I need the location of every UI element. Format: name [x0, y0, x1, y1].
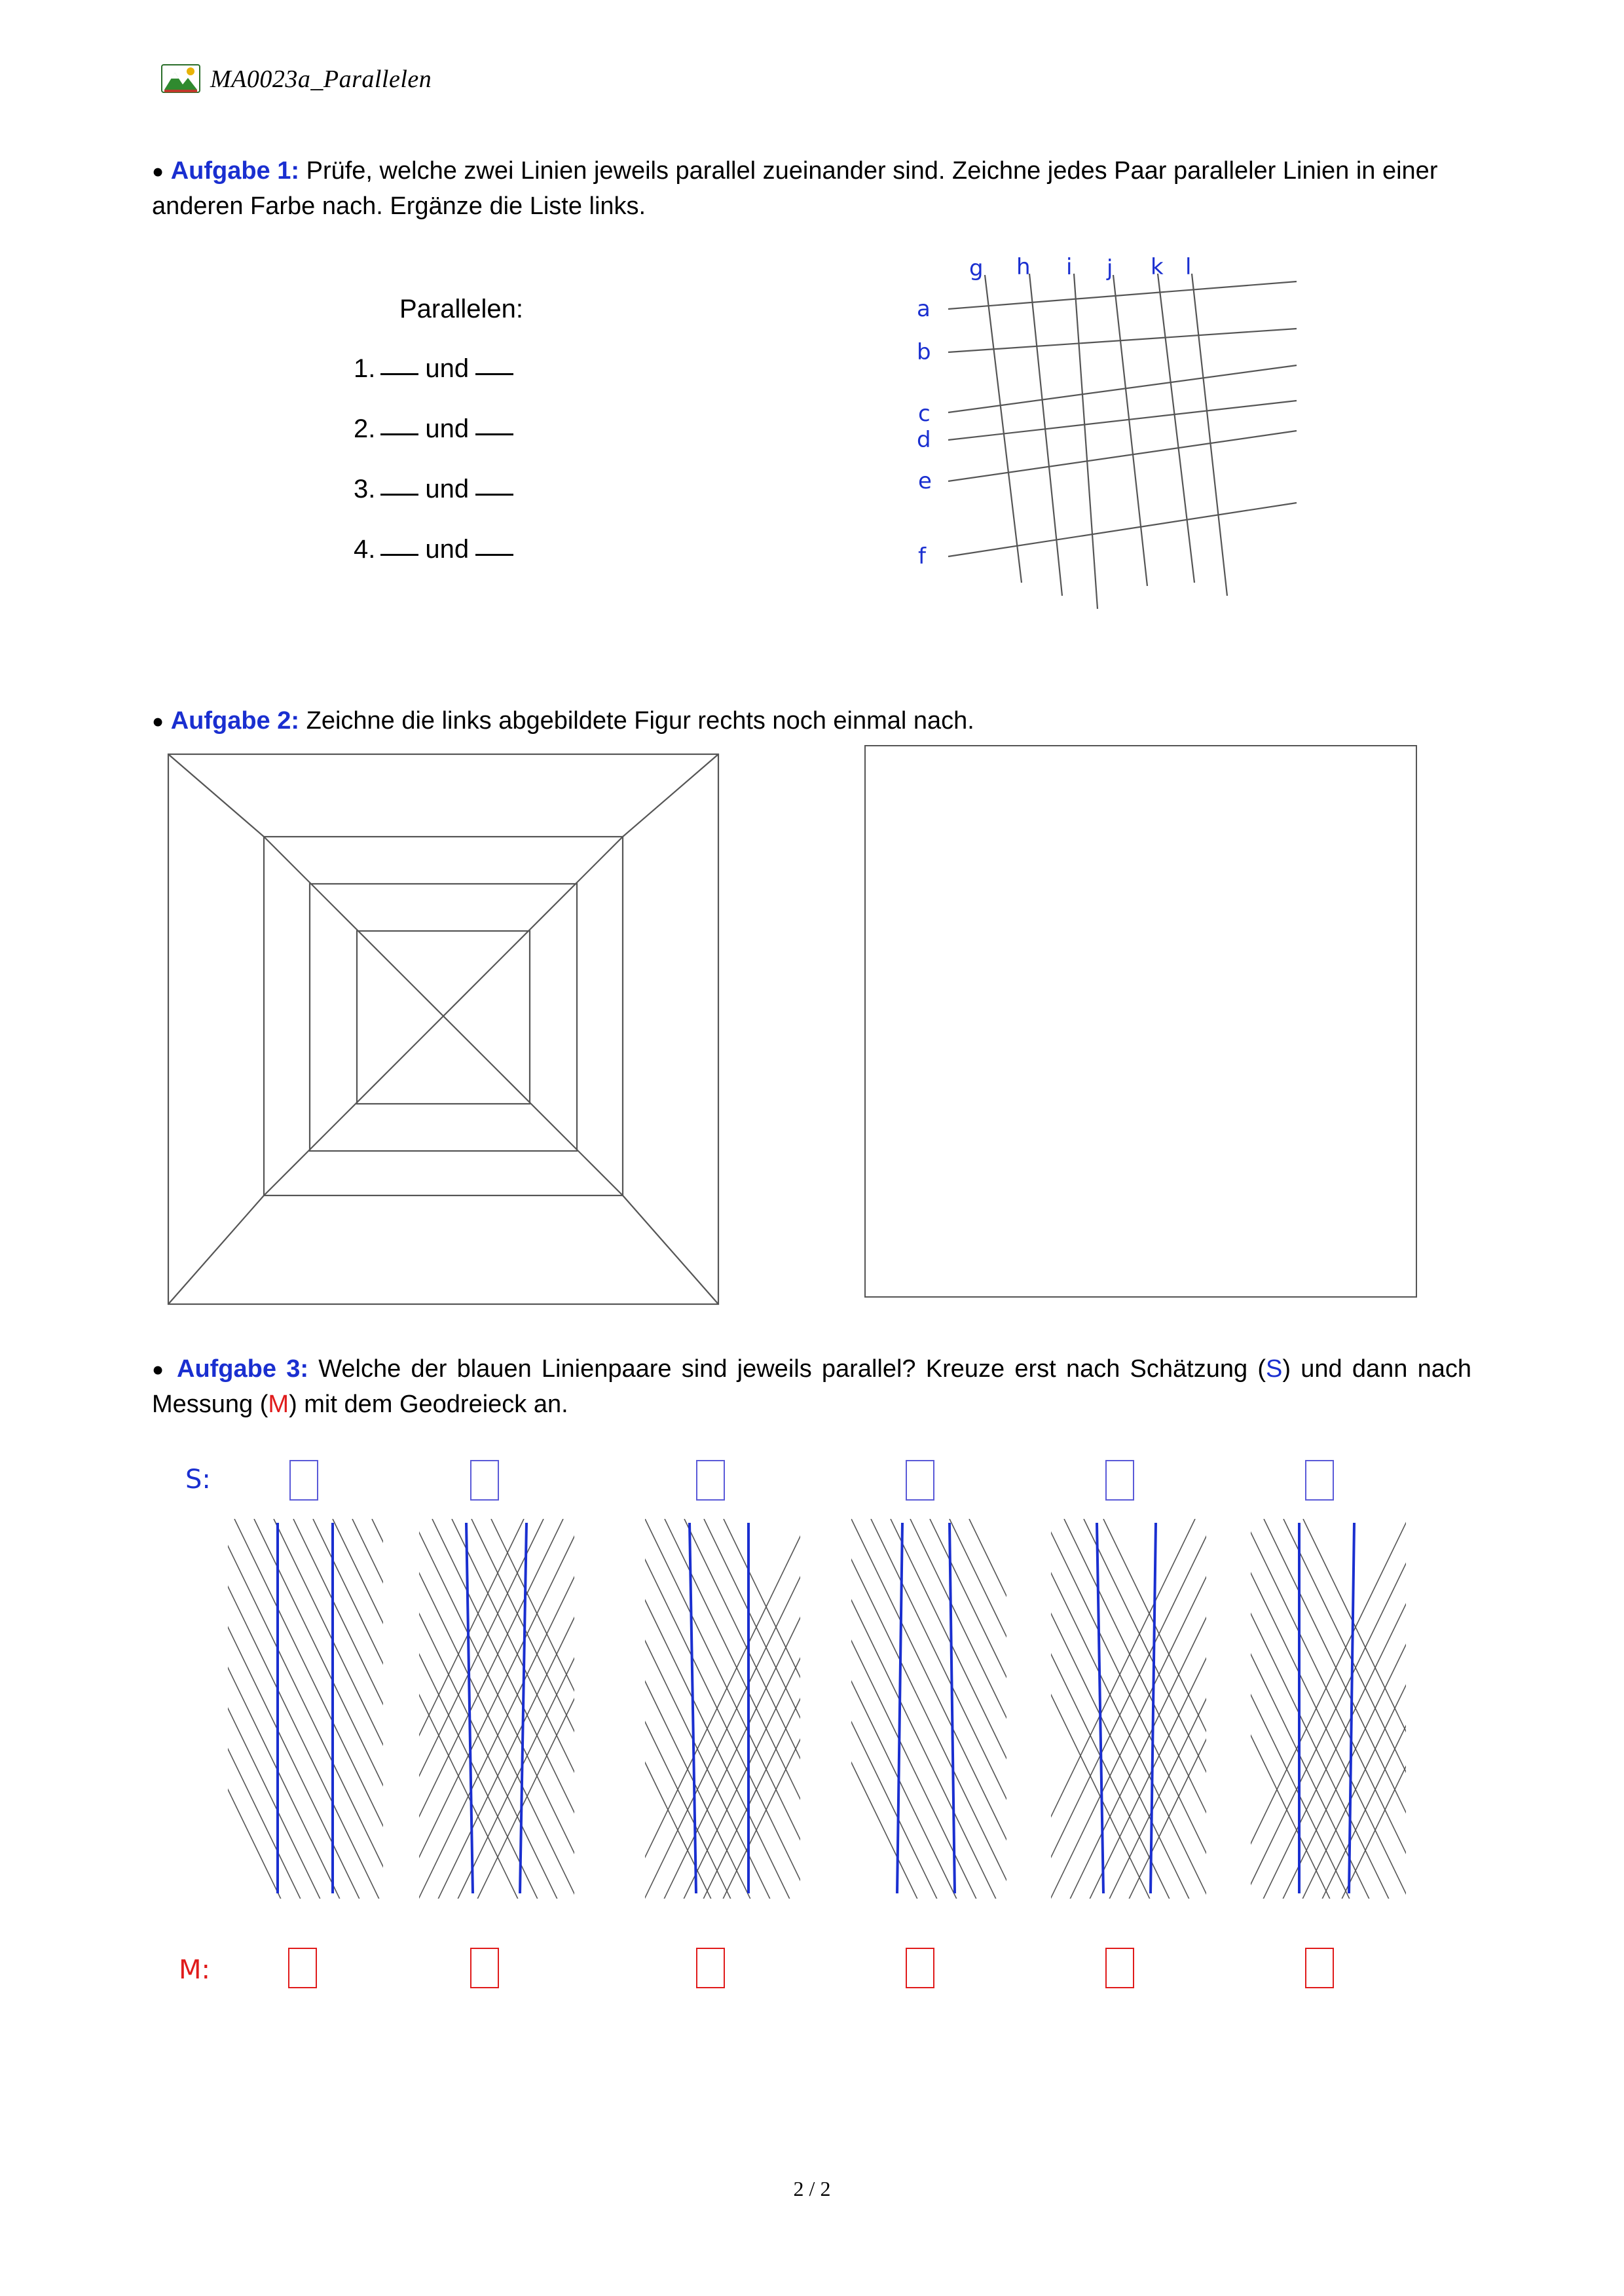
task-2-label: Aufgabe 2: — [170, 707, 300, 735]
measurement-checkbox-1[interactable] — [288, 1948, 317, 1988]
task-3-m-key: M — [268, 1390, 289, 1418]
estimation-checkbox-1[interactable] — [289, 1460, 318, 1501]
bullet-icon: ● — [152, 710, 164, 733]
answer-blank[interactable] — [380, 494, 418, 496]
list-item-number: 4. — [354, 535, 376, 564]
task-3-text-part3: ) mit dem Geodreieck an. — [289, 1390, 568, 1418]
page-title: MA0023a_Parallelen — [210, 65, 432, 93]
estimation-checkbox-2[interactable] — [470, 1460, 499, 1501]
empty-drawing-box[interactable] — [864, 745, 1417, 1298]
answer-blank[interactable] — [380, 433, 418, 435]
measurement-checkbox-5[interactable] — [1105, 1948, 1134, 1988]
line-label-j: j — [1107, 255, 1113, 282]
answer-blank[interactable] — [475, 433, 513, 435]
answer-blank[interactable] — [475, 494, 513, 496]
line-label-k: k — [1151, 254, 1164, 280]
estimation-checkbox-3[interactable] — [696, 1460, 725, 1501]
list-item-conjunction: und — [425, 354, 470, 383]
list-item-number: 1. — [354, 354, 376, 383]
task-1-text: Prüfe, welche zwei Linien jeweils parallel zueinander sind. Zeichne jedes Paar paralleler Linien in einer anderen Farbe nach. Ergänze die Liste links. — [152, 157, 1438, 220]
line-label-e: e — [918, 468, 932, 494]
task-1-instruction — [152, 154, 1468, 225]
list-item-conjunction: und — [425, 535, 470, 564]
line-label-g: g — [969, 255, 984, 282]
list-item-number: 3. — [354, 475, 376, 503]
line-label-b: b — [917, 339, 931, 365]
measurement-checkbox-6[interactable] — [1305, 1948, 1334, 1988]
task-3-text-part2: ) und dann nach Messung ( — [152, 1355, 1471, 1418]
page-number: 2 / 2 — [793, 2177, 831, 2200]
estimation-row-label: S: — [185, 1465, 211, 1495]
task-2-text: Zeichne die links abgebildete Figur rechts noch einmal nach. — [299, 707, 974, 735]
task-3-label: Aufgabe 3: — [177, 1355, 309, 1383]
measurement-checkbox-3[interactable] — [696, 1948, 725, 1988]
line-pair-panel-4[interactable] — [851, 1519, 1006, 1899]
task-3-s-key: S — [1266, 1355, 1283, 1383]
bullet-icon: ● — [152, 1358, 167, 1381]
list-item — [354, 354, 523, 384]
measurement-row-label: M: — [179, 1955, 210, 1985]
line-label-f: f — [918, 543, 926, 570]
list-item-number: 2. — [354, 414, 376, 443]
answer-blank[interactable] — [380, 554, 418, 556]
estimation-checkbox-4[interactable] — [906, 1460, 934, 1501]
line-label-h: h — [1016, 254, 1031, 280]
list-item — [354, 535, 523, 564]
task-3-text-part1: Welche der blauen Linienpaare sind jeweils parallel? Kreuze erst nach Schätzung ( — [308, 1355, 1266, 1383]
line-pair-panel-3[interactable] — [645, 1519, 800, 1899]
measurement-checkbox-4[interactable] — [906, 1948, 934, 1988]
list-item-conjunction: und — [425, 414, 470, 443]
task-3-instruction — [152, 1352, 1471, 1423]
line-label-c: c — [918, 401, 931, 427]
line-pair-panel-6[interactable] — [1251, 1519, 1406, 1899]
estimation-checkbox-5[interactable] — [1105, 1460, 1134, 1501]
parallel-list-heading: Parallelen: — [399, 295, 524, 323]
list-item-conjunction: und — [425, 475, 470, 503]
task-1-label: Aufgabe 1: — [170, 157, 300, 185]
crossing-lines-svg — [917, 255, 1323, 642]
parallel-answer-list — [354, 295, 523, 595]
measurement-checkbox-2[interactable] — [470, 1948, 499, 1988]
line-label-l: l — [1185, 254, 1192, 280]
crossing-lines-figure — [917, 255, 1323, 642]
line-label-d: d — [917, 427, 931, 453]
task-2-instruction — [152, 704, 1468, 739]
estimation-checkbox-6[interactable] — [1305, 1460, 1334, 1501]
line-label-a: a — [917, 296, 931, 322]
line-pair-panel-2[interactable] — [419, 1519, 574, 1899]
document-header — [160, 62, 432, 96]
list-item — [354, 475, 523, 504]
list-item — [354, 414, 523, 444]
answer-blank[interactable] — [475, 554, 513, 556]
nested-squares-figure — [167, 753, 720, 1306]
line-label-i: i — [1066, 254, 1073, 280]
bullet-icon: ● — [152, 160, 164, 183]
mountain-logo-icon — [160, 62, 201, 96]
line-pair-panel-5[interactable] — [1051, 1519, 1206, 1899]
line-pair-panel-1[interactable] — [228, 1519, 383, 1899]
answer-blank[interactable] — [380, 373, 418, 375]
answer-blank[interactable] — [475, 373, 513, 375]
